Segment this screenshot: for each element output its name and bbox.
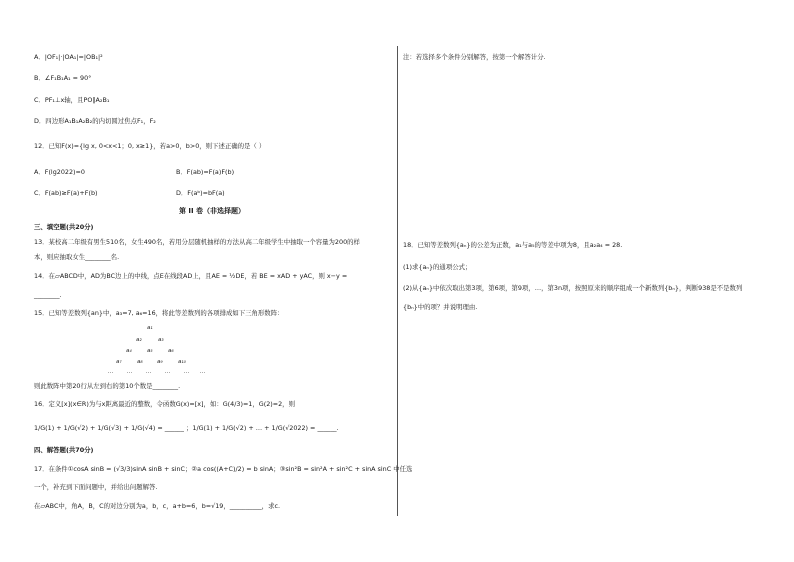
tri-ellipsis: … [184, 369, 190, 375]
tri-ellipsis: … [200, 369, 206, 375]
question-17-line2: 一个，补充到下面问题中，并给出问题解答. [34, 483, 158, 491]
tri-a8: a₈ [137, 359, 143, 365]
tri-a6: a₆ [168, 348, 174, 354]
question-14-line1: 14．在▱ABCD中，AD为BC边上的中线，点E在线段AD上，且AE = ½DE，若 BE = xAD + yAC，则 x−y = [34, 272, 348, 280]
tri-ellipsis: … [146, 369, 152, 375]
question-14-line2: ________. [34, 291, 62, 299]
question-17-line3: 在▱ABC中，角A，B，C的对边分别为a，b，c，a+b=6，b=√19，__________，求c. [34, 502, 281, 510]
tri-a2: a₂ [136, 337, 142, 343]
tri-ellipsis: … [127, 369, 133, 375]
question-17-line1: 17．在条件①cosA sinB = (√3/3)sinA sinB + sinC；②a cos((A+C)/2) = b sinA；③sin²B = sin²A + sin²C + sinA sinC 中任选 [34, 465, 413, 473]
question-16-line1: 16．定义[x](x∈R)为与x距离最近的整数，令函数G(x)=[x]，如：G(4/3)=1，G(2)=2，则 [34, 400, 295, 408]
tri-ellipsis: … [165, 369, 171, 375]
section-3-heading: 三、填空题(共20分) [34, 223, 94, 231]
question-16-line2: 1/G(1) + 1/G(√2) + 1/G(√3) + 1/G(√4) = ______ ；1/G(1) + 1/G(√2) + … + 1/G(√2022) = ______. [34, 424, 339, 432]
column-divider [397, 46, 398, 516]
tri-a3: a₃ [158, 337, 164, 343]
tri-a10: a₁₀ [178, 359, 186, 365]
question-13-line1: 13．某校高二年级有男生510名，女生490名，若用分层随机抽样的方法从高二年级学生中抽取一个容量为200的样 [34, 238, 360, 246]
question-18-line1: 18．已知等差数列{aₙ}的公差为正数，a₁与a₅的等差中项为8，且a₂a₄ = 28. [403, 241, 623, 249]
q12-option-d: D．F(aᵇ)=bF(a) [176, 189, 225, 197]
q12-option-b: B．F(ab)=F(a)F(b) [176, 168, 235, 176]
question-13-line2: 本，则应抽取女生________名. [34, 253, 120, 261]
part-2-heading: 第 II 卷（非选择题） [178, 207, 246, 215]
tri-a7: a₇ [116, 359, 122, 365]
tri-ellipsis: … [108, 369, 114, 375]
q12-option-c: C．F(ab)≥F(a)+F(b) [34, 189, 98, 197]
option-b: B．∠F₁B₁A₁ = 90° [34, 74, 92, 82]
q12-option-a: A．F(lg2022)=0 [34, 168, 85, 176]
option-a: A．|OF₁|·|OA₁|=|OB₁|² [34, 53, 103, 61]
option-d: D．四边形A₁B₁A₂B₂的内切圆过焦点F₁，F₂ [34, 117, 156, 125]
option-c: C．PF₁⊥x轴，且PO∥A₂B₁ [34, 96, 110, 104]
question-18-part1: (1)求{aₙ}的通项公式； [403, 263, 472, 271]
question-18-part2-line2: {bₙ}中的项？并说明理由. [403, 303, 478, 311]
tri-a4: a₄ [126, 348, 132, 354]
question-15-line2: 则此数阵中第20行从左到右的第10个数是________. [34, 382, 181, 390]
question-15: 15．已知等差数列{an}中，a₃=7, a₆=16，将此等差数列的各项排成如下三角形数阵： [34, 309, 284, 317]
tri-a9: a₉ [157, 359, 163, 365]
section-4-heading: 四、解答题(共70分) [34, 446, 94, 454]
tri-a5: a₅ [147, 348, 153, 354]
question-12: 12．已知F(x)={lg x, 0<x<1；0, x≥1}，若a>0，b>0，则下述正确的是（ ） [34, 142, 266, 150]
tri-a1: a₁ [147, 325, 153, 331]
answer-note: 注：若选择多个条件分别解答，按第一个解答计分. [403, 53, 546, 61]
question-18-part2-line1: (2)从{aₙ}中依次取出第3项，第6项，第9项，…，第3n项，按照原来的顺序组成一个新数列{bₙ}，判断938是不是数列 [403, 284, 743, 292]
